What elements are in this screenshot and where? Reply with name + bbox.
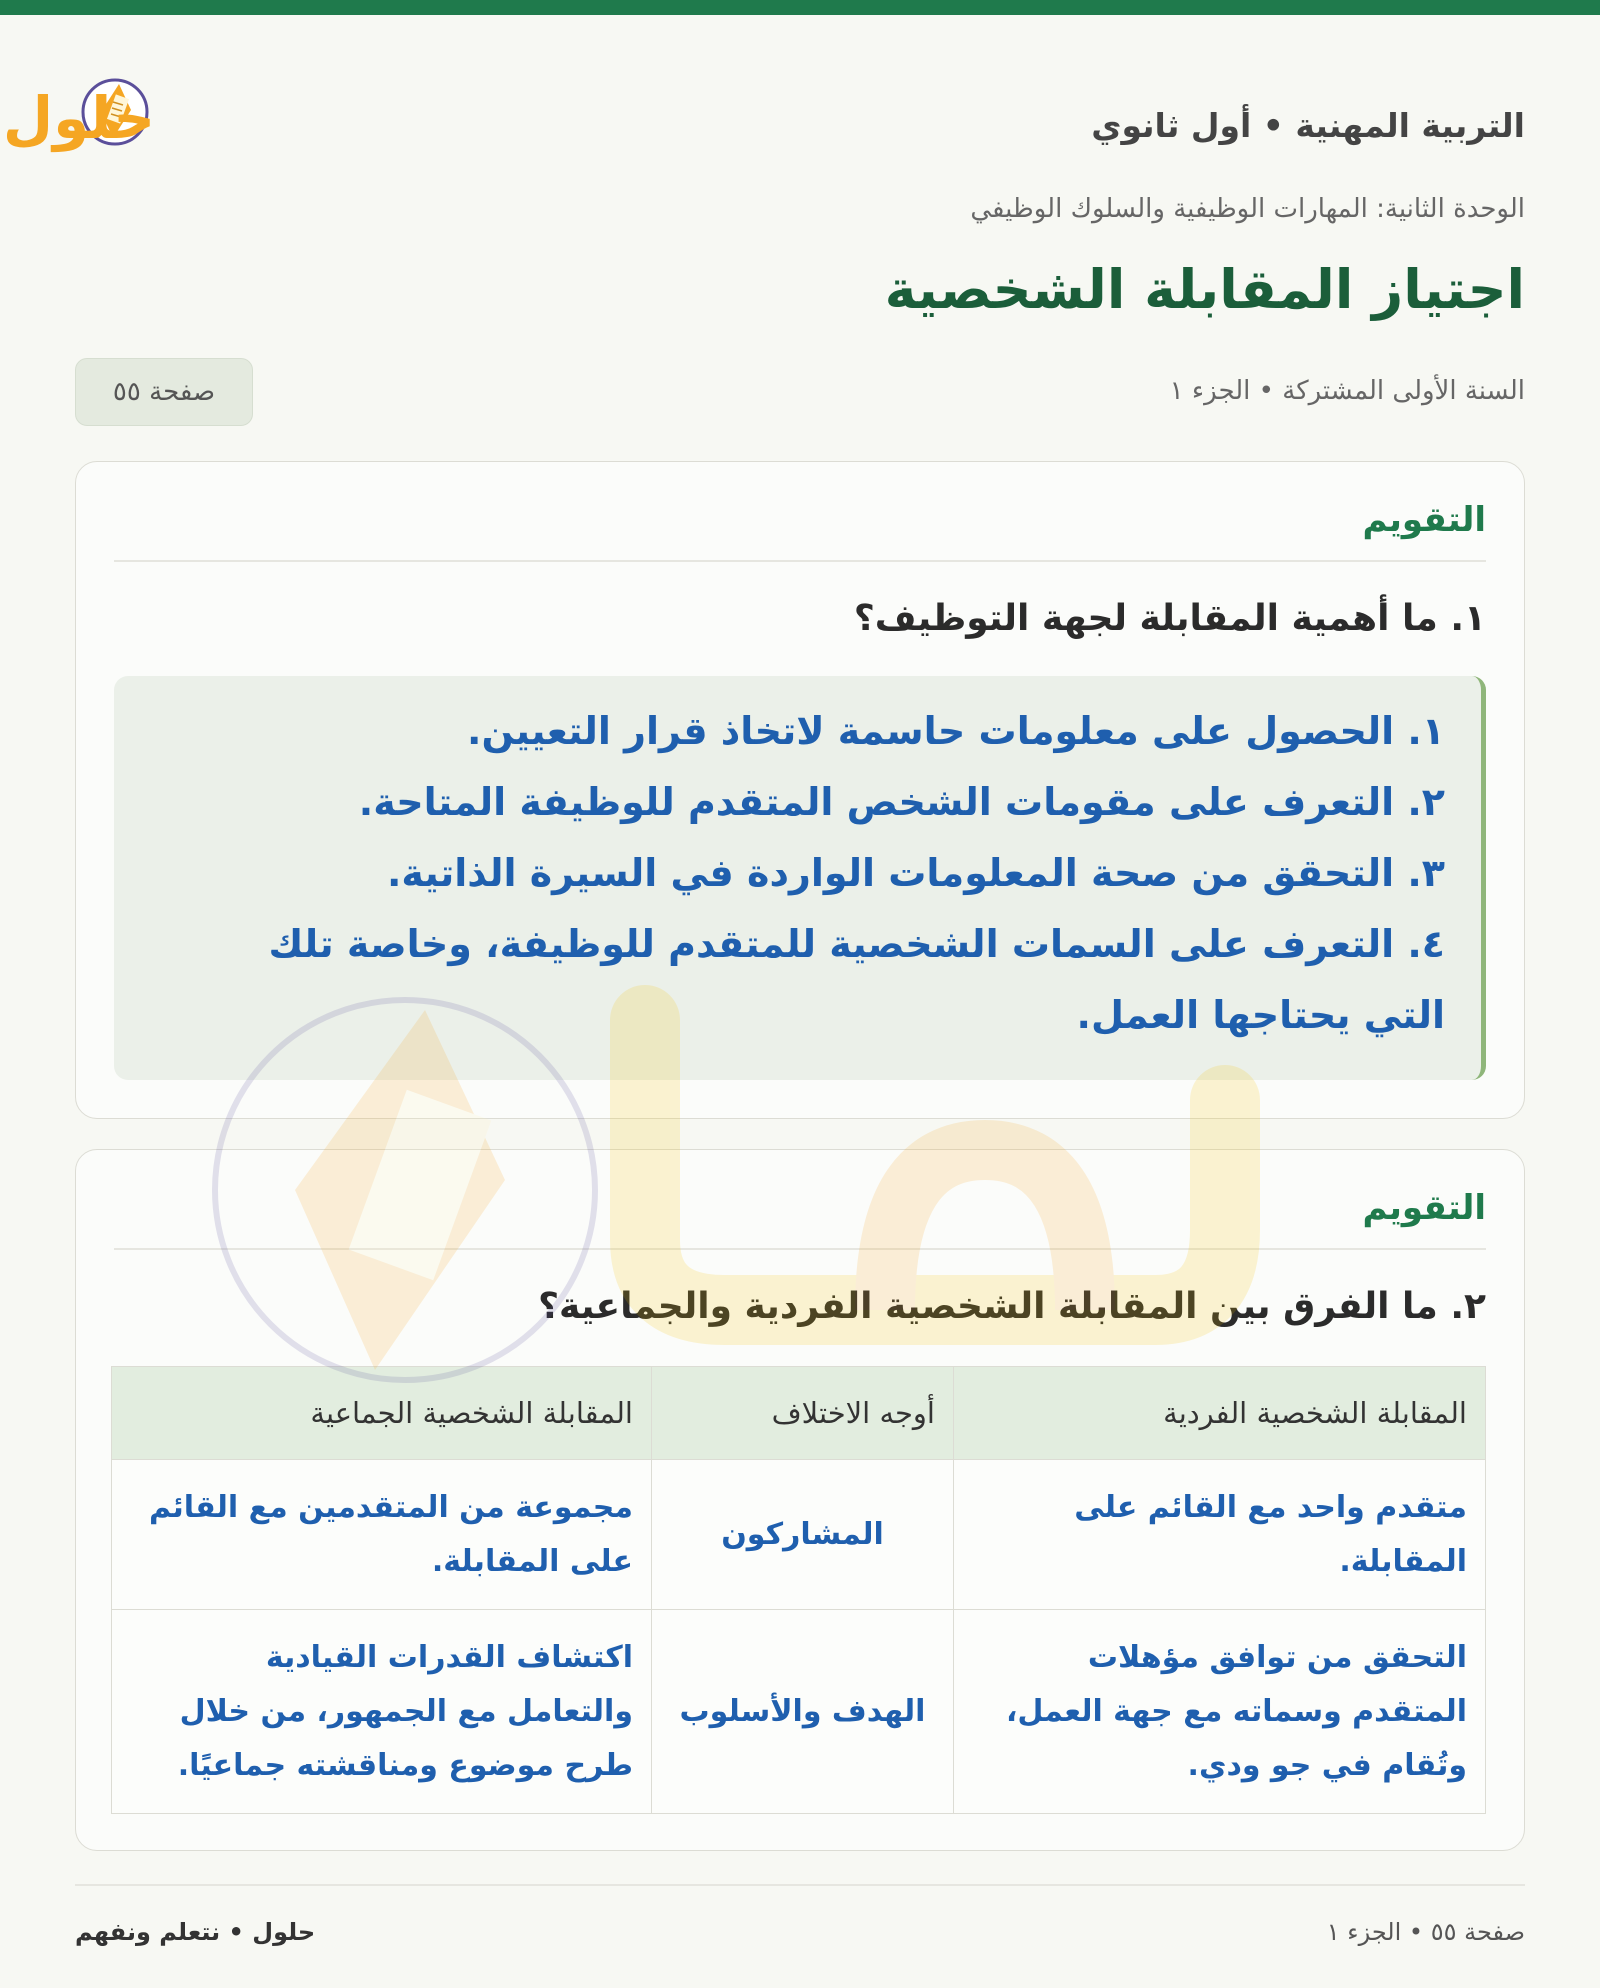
answer-item: ٤. التعرف على السمات الشخصية للمتقدم للوظيفة، وخاصة تلك: [268, 922, 1445, 966]
table-cell: متقدم واحد مع القائم على المقابلة.: [954, 1460, 1486, 1610]
table-row: [112, 1460, 1486, 1610]
answer-item: ٢. التعرف على مقومات الشخص المتقدم للوظيفة المتاحة.: [358, 780, 1445, 824]
logo-icon: [2, 50, 345, 170]
table-cell: مجموعة من المتقدمين مع القائم على المقابلة.: [112, 1460, 652, 1610]
comparison-table: [111, 1366, 1486, 1814]
svg-text:حلول: حلول: [2, 84, 155, 152]
column-header: أوجه الاختلاف: [652, 1367, 954, 1460]
page-header: [2, 50, 1525, 170]
footer-divider: [75, 1884, 1525, 1886]
subject-title: التربية المهنية • أول ثانوي: [1091, 106, 1525, 145]
footer-brand: حلول • نتعلم ونفهم: [75, 1918, 316, 1946]
answer-item: التي يحتاجها العمل.: [1076, 993, 1445, 1037]
evaluation-card-1: [75, 461, 1525, 1119]
table-cell: التحقق من توافق مؤهلات المتقدم وسماته مع جهة العمل، وتُقام في جو ودي.: [954, 1610, 1486, 1814]
question-2: ٢. ما الفرق بين المقابلة الشخصية الفردية والجماعية؟: [538, 1286, 1486, 1327]
answer-box: [114, 676, 1486, 1080]
section-heading: التقويم: [114, 1188, 1486, 1250]
table-cell: المشاركون: [652, 1460, 954, 1610]
top-accent-bar: [0, 0, 1600, 15]
footer-page-info: صفحة ٥٥ • الجزء ١: [1326, 1918, 1525, 1946]
lesson-title: اجتياز المقابلة الشخصية: [884, 258, 1525, 321]
hulul-logo[interactable]: [2, 50, 345, 170]
unit-label: الوحدة الثانية: المهارات الوظيفية والسلوك الوظيفي: [970, 194, 1525, 224]
column-header: المقابلة الشخصية الجماعية: [112, 1367, 652, 1460]
table-cell: اكتشاف القدرات القيادية والتعامل مع الجمهور، من خلال طرح موضوع ومناقشته جماعيًا.: [112, 1610, 652, 1814]
answer-item: ١. الحصول على معلومات حاسمة لاتخاذ قرار التعيين.: [467, 709, 1445, 753]
section-heading: التقويم: [114, 500, 1486, 562]
lesson-meta: السنة الأولى المشتركة • الجزء ١: [1169, 376, 1525, 406]
table-row: [112, 1610, 1486, 1814]
answer-item: ٣. التحقق من صحة المعلومات الواردة في السيرة الذاتية.: [386, 851, 1445, 895]
table-header-row: [112, 1367, 1486, 1460]
table-cell: الهدف والأسلوب: [652, 1610, 954, 1814]
evaluation-card-2: [75, 1149, 1525, 1851]
question-1: ١. ما أهمية المقابلة لجهة التوظيف؟: [853, 598, 1486, 639]
column-header: المقابلة الشخصية الفردية: [954, 1367, 1486, 1460]
page-number-badge: صفحة ٥٥: [75, 358, 253, 426]
